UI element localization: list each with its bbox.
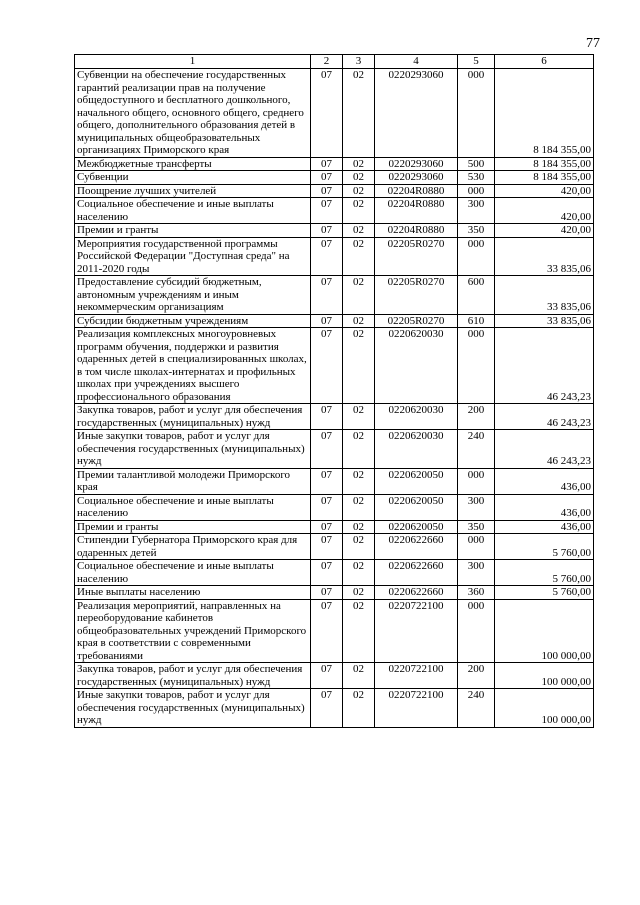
row-subsection: 02 bbox=[343, 224, 375, 238]
row-target-article: 0220620050 bbox=[375, 520, 458, 534]
row-expense-type: 000 bbox=[458, 69, 495, 158]
row-target-article: 0220622660 bbox=[375, 534, 458, 560]
row-subsection: 02 bbox=[343, 184, 375, 198]
row-expense-type: 000 bbox=[458, 599, 495, 663]
row-subsection: 02 bbox=[343, 430, 375, 469]
row-amount: 46 243,23 bbox=[495, 430, 594, 469]
row-name: Социальное обеспечение и иные выплаты населению bbox=[75, 560, 311, 586]
row-subsection: 02 bbox=[343, 328, 375, 404]
table-row bbox=[75, 314, 594, 328]
table-body bbox=[75, 69, 594, 728]
row-expense-type: 600 bbox=[458, 276, 495, 315]
row-subsection: 02 bbox=[343, 69, 375, 158]
row-amount: 8 184 355,00 bbox=[495, 157, 594, 171]
row-section: 07 bbox=[311, 520, 343, 534]
row-name: Премии и гранты bbox=[75, 520, 311, 534]
table-row bbox=[75, 237, 594, 276]
row-name: Иные закупки товаров, работ и услуг для обеспечения государственных (муниципальных) нужд bbox=[75, 689, 311, 728]
row-section: 07 bbox=[311, 663, 343, 689]
table-row bbox=[75, 184, 594, 198]
row-expense-type: 000 bbox=[458, 184, 495, 198]
row-expense-type: 350 bbox=[458, 224, 495, 238]
row-amount: 5 760,00 bbox=[495, 534, 594, 560]
row-target-article: 0220293060 bbox=[375, 157, 458, 171]
row-target-article: 0220722100 bbox=[375, 689, 458, 728]
row-target-article: 02205R0270 bbox=[375, 237, 458, 276]
row-subsection: 02 bbox=[343, 599, 375, 663]
row-name: Субсидии бюджетным учреждениям bbox=[75, 314, 311, 328]
row-target-article: 0220293060 bbox=[375, 171, 458, 185]
table-row bbox=[75, 599, 594, 663]
row-expense-type: 000 bbox=[458, 468, 495, 494]
row-name: Закупка товаров, работ и услуг для обеспечения государственных (муниципальных) нужд bbox=[75, 404, 311, 430]
row-target-article: 0220620050 bbox=[375, 468, 458, 494]
row-amount: 100 000,00 bbox=[495, 663, 594, 689]
row-section: 07 bbox=[311, 237, 343, 276]
row-subsection: 02 bbox=[343, 520, 375, 534]
row-subsection: 02 bbox=[343, 198, 375, 224]
row-amount: 33 835,06 bbox=[495, 314, 594, 328]
row-section: 07 bbox=[311, 157, 343, 171]
row-amount: 420,00 bbox=[495, 184, 594, 198]
table-row bbox=[75, 171, 594, 185]
row-name: Поощрение лучших учителей bbox=[75, 184, 311, 198]
row-section: 07 bbox=[311, 689, 343, 728]
row-target-article: 02205R0270 bbox=[375, 314, 458, 328]
row-subsection: 02 bbox=[343, 560, 375, 586]
row-name: Закупка товаров, работ и услуг для обеспечения государственных (муниципальных) нужд bbox=[75, 663, 311, 689]
table-row bbox=[75, 586, 594, 600]
row-amount: 46 243,23 bbox=[495, 404, 594, 430]
table-row bbox=[75, 494, 594, 520]
row-expense-type: 300 bbox=[458, 560, 495, 586]
row-amount: 33 835,06 bbox=[495, 276, 594, 315]
row-subsection: 02 bbox=[343, 534, 375, 560]
row-name: Иные выплаты населению bbox=[75, 586, 311, 600]
row-expense-type: 240 bbox=[458, 689, 495, 728]
row-target-article: 0220620030 bbox=[375, 404, 458, 430]
row-section: 07 bbox=[311, 560, 343, 586]
header-col-3: 3 bbox=[343, 55, 375, 69]
row-target-article: 0220722100 bbox=[375, 599, 458, 663]
page-number: 77 bbox=[586, 36, 600, 51]
row-section: 07 bbox=[311, 328, 343, 404]
row-subsection: 02 bbox=[343, 171, 375, 185]
row-name: Стипендии Губернатора Приморского края для одаренных детей bbox=[75, 534, 311, 560]
row-target-article: 0220620030 bbox=[375, 328, 458, 404]
row-expense-type: 350 bbox=[458, 520, 495, 534]
row-expense-type: 000 bbox=[458, 534, 495, 560]
row-section: 07 bbox=[311, 430, 343, 469]
row-section: 07 bbox=[311, 314, 343, 328]
budget-table bbox=[74, 54, 594, 728]
table-row bbox=[75, 224, 594, 238]
row-section: 07 bbox=[311, 69, 343, 158]
row-section: 07 bbox=[311, 534, 343, 560]
row-section: 07 bbox=[311, 599, 343, 663]
table-row bbox=[75, 663, 594, 689]
row-target-article: 0220293060 bbox=[375, 69, 458, 158]
row-amount: 8 184 355,00 bbox=[495, 69, 594, 158]
row-expense-type: 610 bbox=[458, 314, 495, 328]
row-amount: 5 760,00 bbox=[495, 586, 594, 600]
row-amount: 420,00 bbox=[495, 224, 594, 238]
table-row bbox=[75, 404, 594, 430]
row-name: Социальное обеспечение и иные выплаты населению bbox=[75, 198, 311, 224]
row-name: Межбюджетные трансферты bbox=[75, 157, 311, 171]
row-subsection: 02 bbox=[343, 404, 375, 430]
row-target-article: 0220722100 bbox=[375, 663, 458, 689]
row-subsection: 02 bbox=[343, 586, 375, 600]
row-section: 07 bbox=[311, 198, 343, 224]
row-expense-type: 200 bbox=[458, 404, 495, 430]
row-name: Мероприятия государственной программы Российской Федерации "Доступная среда" на 2011-2020 годы bbox=[75, 237, 311, 276]
row-section: 07 bbox=[311, 171, 343, 185]
row-name: Реализация комплексных многоуровневых программ обучения, поддержки и развития одаренных детей в специализированных школах, в том числе школах-интернатах и профильных школах при учреждениях высшего профессионального образования bbox=[75, 328, 311, 404]
header-col-5: 5 bbox=[458, 55, 495, 69]
table-row bbox=[75, 430, 594, 469]
table-row bbox=[75, 689, 594, 728]
row-expense-type: 000 bbox=[458, 328, 495, 404]
row-target-article: 0220620030 bbox=[375, 430, 458, 469]
row-expense-type: 500 bbox=[458, 157, 495, 171]
row-expense-type: 240 bbox=[458, 430, 495, 469]
header-col-6: 6 bbox=[495, 55, 594, 69]
row-subsection: 02 bbox=[343, 276, 375, 315]
row-subsection: 02 bbox=[343, 314, 375, 328]
row-expense-type: 300 bbox=[458, 494, 495, 520]
row-target-article: 02204R0880 bbox=[375, 198, 458, 224]
table-row bbox=[75, 534, 594, 560]
row-section: 07 bbox=[311, 468, 343, 494]
row-target-article: 02205R0270 bbox=[375, 276, 458, 315]
row-amount: 100 000,00 bbox=[495, 689, 594, 728]
row-amount: 420,00 bbox=[495, 198, 594, 224]
table-row bbox=[75, 520, 594, 534]
header-col-1: 1 bbox=[75, 55, 311, 69]
row-name: Иные закупки товаров, работ и услуг для обеспечения государственных (муниципальных) нужд bbox=[75, 430, 311, 469]
row-amount: 8 184 355,00 bbox=[495, 171, 594, 185]
row-subsection: 02 bbox=[343, 157, 375, 171]
row-expense-type: 360 bbox=[458, 586, 495, 600]
row-target-article: 02204R0880 bbox=[375, 184, 458, 198]
row-section: 07 bbox=[311, 276, 343, 315]
row-amount: 46 243,23 bbox=[495, 328, 594, 404]
row-name: Реализация мероприятий, направленных на переоборудование кабинетов общеобразовательных учреждений Приморского края в соответствии с современными требованиями bbox=[75, 599, 311, 663]
row-name: Премии и гранты bbox=[75, 224, 311, 238]
row-subsection: 02 bbox=[343, 689, 375, 728]
row-name: Субвенции на обеспечение государственных гарантий реализации прав на получение общедоступного и бесплатного дошкольного, начального общего, основного общего, среднего общего, дополнительного образования детей в муниципальных общеобразовательных организациях Приморского края bbox=[75, 69, 311, 158]
row-subsection: 02 bbox=[343, 494, 375, 520]
row-amount: 436,00 bbox=[495, 494, 594, 520]
row-section: 07 bbox=[311, 586, 343, 600]
header-col-4: 4 bbox=[375, 55, 458, 69]
row-section: 07 bbox=[311, 404, 343, 430]
table-row bbox=[75, 328, 594, 404]
row-amount: 33 835,06 bbox=[495, 237, 594, 276]
row-subsection: 02 bbox=[343, 468, 375, 494]
row-name: Предоставление субсидий бюджетным, автономным учреждениям и иным некоммерческим организациям bbox=[75, 276, 311, 315]
row-target-article: 0220622660 bbox=[375, 586, 458, 600]
header-col-2: 2 bbox=[311, 55, 343, 69]
table-header bbox=[75, 55, 594, 69]
row-amount: 5 760,00 bbox=[495, 560, 594, 586]
row-section: 07 bbox=[311, 224, 343, 238]
row-section: 07 bbox=[311, 494, 343, 520]
table-row bbox=[75, 198, 594, 224]
table-row bbox=[75, 560, 594, 586]
row-expense-type: 200 bbox=[458, 663, 495, 689]
row-amount: 436,00 bbox=[495, 520, 594, 534]
row-expense-type: 000 bbox=[458, 237, 495, 276]
row-subsection: 02 bbox=[343, 237, 375, 276]
table-row bbox=[75, 157, 594, 171]
table-row bbox=[75, 69, 594, 158]
row-amount: 100 000,00 bbox=[495, 599, 594, 663]
row-section: 07 bbox=[311, 184, 343, 198]
header-row bbox=[75, 55, 594, 69]
row-expense-type: 300 bbox=[458, 198, 495, 224]
table-row bbox=[75, 276, 594, 315]
row-target-article: 0220620050 bbox=[375, 494, 458, 520]
table-row bbox=[75, 468, 594, 494]
row-expense-type: 530 bbox=[458, 171, 495, 185]
row-subsection: 02 bbox=[343, 663, 375, 689]
row-target-article: 02204R0880 bbox=[375, 224, 458, 238]
row-name: Премии талантливой молодежи Приморского края bbox=[75, 468, 311, 494]
row-target-article: 0220622660 bbox=[375, 560, 458, 586]
row-amount: 436,00 bbox=[495, 468, 594, 494]
row-name: Социальное обеспечение и иные выплаты населению bbox=[75, 494, 311, 520]
row-name: Субвенции bbox=[75, 171, 311, 185]
